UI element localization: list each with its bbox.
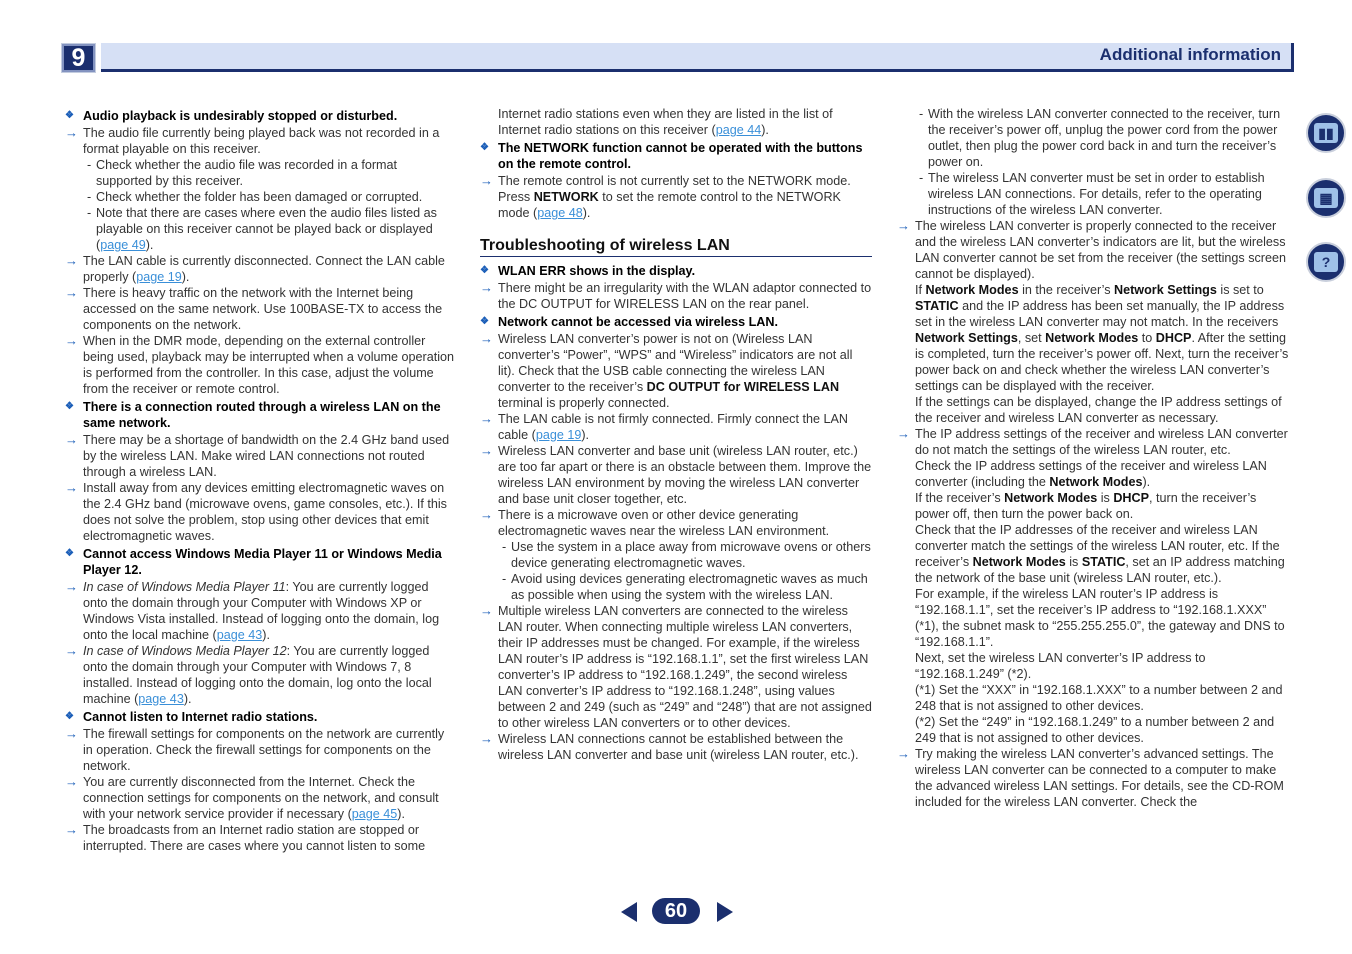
answer: → Try making the wireless LAN converter’s advanced settings. The wireless LAN converter can be connected to a computer to make the advanced wireless LAN settings. For details, see the CD-ROM included for the wireless LAN converter. Check the — [897, 746, 1284, 809]
arrow-bullet-icon: → — [480, 731, 493, 746]
arrow-bullet-icon: → — [65, 333, 78, 348]
answer: → Multiple wireless LAN converters are connected to the wireless LAN router. When connecting multiple wireless LAN converters, their IP addresses must be changed. For example, if the wireless LAN router’s IP address is “192.168.1.1”, set the first wireless LAN converter’s IP address to “192.168.1.249”, the second wireless LAN converter’s IP address to “192.168.1.248”, using values between 2 and 249 (such as “249” and “248”) that are not assigned to other wireless LAN converters or to other devices. — [480, 603, 872, 730]
arrow-bullet-icon: → — [480, 411, 493, 426]
arrow-bullet-icon: → — [65, 253, 78, 268]
answer: → The audio file currently being played back was not recorded in a format playable on this receiver. — [65, 125, 440, 156]
arrow-bullet-icon: → — [65, 643, 78, 658]
arrow-bullet-icon: → — [65, 774, 78, 789]
arrow-bullet-icon: → — [65, 726, 78, 741]
question-wireless-route: ❖ There is a connection routed through a wireless LAN on the same network. — [65, 400, 441, 430]
answer: → You are currently disconnected from the Internet. Check the connection settings for components on the network, and consult with your network service provider if necessary (page 45). — [65, 774, 439, 821]
diamond-bullet-icon: ❖ — [65, 401, 74, 412]
section-title: Troubleshooting of wireless LAN — [480, 238, 872, 257]
chapter-number-badge: 9 — [61, 43, 96, 73]
answer: → There is heavy traffic on the network with the Internet being accessed on the same network. Use 100BASE-TX to access the components on the network. — [65, 285, 443, 332]
arrow-bullet-icon: → — [480, 443, 493, 458]
answer: → Wireless LAN converter and base unit (wireless LAN router, etc.) are too far apart or there is an obstacle between them. Improve the wireless LAN environment by moving the wireless LAN converter and base unit closer together, etc. — [480, 443, 872, 506]
question-wmp: ❖ Cannot access Windows Media Player 11 or Windows Media Player 12. — [65, 547, 442, 577]
column-1 — [65, 106, 455, 854]
sub-item: - With the wireless LAN converter connected to the receiver, turn the receiver’s power off, unplug the power cord from the power outlet, then plug the power cord back in and turn the receiver’s power on. — [919, 107, 1281, 169]
arrow-bullet-icon: → — [480, 331, 493, 346]
continued-text: Check the IP address settings of the receiver and wireless LAN converter (including the Network Modes). — [915, 459, 1267, 489]
column-2 — [480, 106, 872, 763]
answer: → There might be an irregularity with the WLAN adaptor connected to the DC OUTPUT for WIRELESS LAN on the rear panel. — [480, 280, 872, 311]
sub-item: - Check whether the audio file was recorded in a format supported by this receiver. — [87, 158, 398, 188]
diamond-bullet-icon: ❖ — [480, 142, 489, 153]
remote-control-icon[interactable]: ▦ — [1306, 178, 1346, 218]
question-wlan-err: ❖ WLAN ERR shows in the display. — [480, 264, 696, 278]
manual-book-icon[interactable]: ▮▮ — [1306, 113, 1346, 153]
sub-item: - Note that there are cases where even the audio files listed as playable on this receiver cannot be played back or displayed (page 49). — [87, 206, 437, 252]
page-navigation — [621, 897, 733, 927]
arrow-bullet-icon: → — [480, 507, 493, 522]
page-number: 60 — [652, 898, 700, 924]
arrow-bullet-icon: → — [65, 822, 78, 837]
answer: → Wireless LAN converter’s power is not on (Wireless LAN converter’s “Power”, “WPS” and “Wireless” indicators are not all lit). Check that the USB cable connecting the wireless LAN converter to the receiver’s DC OUTPUT for WIRELESS LAN terminal is properly connected. — [480, 331, 853, 410]
arrow-bullet-icon: → — [480, 280, 493, 295]
continued-text: If the settings can be displayed, change the IP address settings of the receiver and wireless LAN converter as necessary. — [915, 395, 1282, 425]
answer: → Install away from any devices emitting electromagnetic waves on the 2.4 GHz band (microwave ovens, game consoles, etc.). If this does not solve the problem, stop using other devices that emit electromagnetic waves. — [65, 480, 447, 543]
answer: → The broadcasts from an Internet radio station are stopped or interrupted. There are cases where you cannot listen to some — [65, 822, 426, 853]
arrow-bullet-icon: → — [897, 426, 910, 441]
answer: → The wireless LAN converter is properly connected to the receiver and the wireless LAN converter’s indicators are lit, but the wireless LAN converter cannot be set from the receiver (the settings screen cannot be displayed). — [897, 218, 1286, 281]
page-link[interactable]: page 43 — [138, 692, 184, 706]
help-question-icon[interactable]: ? — [1306, 242, 1346, 282]
diamond-bullet-icon: ❖ — [65, 711, 74, 722]
question-internet-radio: ❖ Cannot listen to Internet radio stations. — [65, 710, 318, 724]
arrow-bullet-icon: → — [65, 125, 78, 140]
next-page-arrow-icon[interactable] — [717, 902, 733, 922]
question-wireless-access: ❖ Network cannot be accessed via wireless LAN. — [480, 315, 778, 329]
diamond-bullet-icon: ❖ — [65, 548, 74, 559]
header-bar — [101, 43, 1294, 72]
sub-item: - The wireless LAN converter must be set in order to establish wireless LAN connections. For details, refer to the operating instructions of the wireless LAN converter. — [919, 171, 1265, 217]
previous-page-arrow-icon[interactable] — [621, 902, 637, 922]
answer: → The firewall settings for components on the network are currently in operation. Check the firewall settings for components on the network. — [65, 726, 445, 773]
answer: → When in the DMR mode, depending on the external controller being used, playback may be interrupted when a volume operation is performed from the controller. In this case, adjust the volume from the receiver or remote control. — [65, 333, 455, 396]
page-link[interactable]: page 48 — [537, 206, 583, 220]
continued-text: For example, if the wireless LAN router’s IP address is “192.168.1.1”, set the receiver’s IP address to “192.168.1.XXX” (*1), the subnet mask to “255.255.255.0”, the gateway and DNS to “192.168.1.1”. — [915, 587, 1285, 649]
page-title: Additional information — [1099, 45, 1281, 64]
arrow-bullet-icon: → — [65, 285, 78, 300]
page-link[interactable]: page 19 — [535, 428, 582, 442]
arrow-bullet-icon: → — [65, 432, 78, 447]
page-link[interactable]: page 44 — [715, 123, 762, 137]
arrow-bullet-icon: → — [480, 173, 493, 188]
continued-text: If Network Modes in the receiver’s Network Settings is set to STATIC and the IP address has been set manually, the IP address set in the wireless LAN converter may not match. In the receivers Network Settings, set Network Modes to DHCP. After the setting is completed, turn the receiver’s power off. Next, turn the receiver’s power back on and check whether the wireless LAN converter’s settings can be displayed with the receiver. — [915, 283, 1289, 393]
answer: → The IP address settings of the receiver and wireless LAN converter do not match the settings of the wireless LAN router, etc. — [897, 426, 1288, 457]
arrow-bullet-icon: → — [65, 480, 78, 495]
page-link[interactable]: page 19 — [136, 270, 182, 284]
sub-item: - Use the system in a place away from microwave ovens or others device generating electromagnetic waves. — [502, 540, 871, 570]
diamond-bullet-icon: ❖ — [65, 110, 74, 121]
page-link[interactable]: page 49 — [100, 238, 146, 252]
arrow-bullet-icon: → — [65, 579, 78, 594]
answer: → There is a microwave oven or other device generating electromagnetic waves near the wireless LAN environment. — [480, 507, 830, 538]
diamond-bullet-icon: ❖ — [480, 316, 489, 327]
answer: → The remote control is not currently set to the NETWORK mode. Press NETWORK to set the remote control to the NETWORK mode (page 48). — [480, 173, 851, 220]
answer: → In case of Windows Media Player 12: You are currently logged onto the domain through your Computer with Windows 7, 8 installed. Instead of logging onto the domain, log onto the local machine (page 43). — [65, 643, 432, 706]
arrow-bullet-icon: → — [897, 746, 910, 761]
page-link[interactable]: page 43 — [216, 628, 263, 642]
continued-text: Next, set the wireless LAN converter’s IP address to “192.168.1.249” (*2). — [915, 651, 1206, 681]
page-link[interactable]: page 45 — [351, 807, 398, 821]
footnote: (*2) Set the “249” in “192.168.1.249” to a number between 2 and 249 that is not assigned to other devices. — [915, 715, 1275, 745]
continued-text: If the receiver’s Network Modes is DHCP, turn the receiver’s power off, then turn the power back on. — [915, 491, 1257, 521]
arrow-bullet-icon: → — [897, 218, 910, 233]
answer: → The LAN cable is not firmly connected. Firmly connect the LAN cable (page 19). — [480, 411, 848, 442]
continued-text: Check that the IP addresses of the receiver and wireless LAN converter match the settings of the wireless LAN router, etc. If the receiver’s Network Modes is STATIC, set an IP address matching the network of the base unit (wireless LAN router, etc.). — [915, 523, 1285, 585]
arrow-bullet-icon: → — [480, 603, 493, 618]
answer: → There may be a shortage of bandwidth on the 2.4 GHz band used by the wireless LAN. Make wired LAN connections not routed through a wireless LAN. — [65, 432, 450, 479]
diamond-bullet-icon: ❖ — [480, 265, 489, 276]
question-audio-stopped: ❖ Audio playback is undesirably stopped or disturbed. — [65, 109, 398, 123]
answer: → The LAN cable is currently disconnected. Connect the LAN cable properly (page 19). — [65, 253, 445, 284]
continued-text: Internet radio stations even when they are listed in the list of Internet radio stations on this receiver (page 44). — [498, 107, 833, 137]
answer: → In case of Windows Media Player 11: You are currently logged onto the domain through your Computer with Windows XP or Windows Vista installed. Instead of logging onto the domain, log onto the local machine (page 43). — [65, 579, 440, 642]
answer: → Wireless LAN connections cannot be established between the wireless LAN converter and base unit (wireless LAN router, etc.). — [480, 731, 859, 762]
column-3 — [897, 106, 1289, 810]
question-network-function: ❖ The NETWORK function cannot be operated with the buttons on the remote control. — [480, 141, 863, 171]
footnote: (*1) Set the “XXX” in “192.168.1.XXX” to a number between 2 and 248 that is not assigned to other devices. — [915, 683, 1283, 713]
sub-item: - Check whether the folder has been damaged or corrupted. — [87, 190, 423, 204]
sub-item: - Avoid using devices generating electromagnetic waves as much as possible when using the system with the wireless LAN. — [502, 572, 868, 602]
